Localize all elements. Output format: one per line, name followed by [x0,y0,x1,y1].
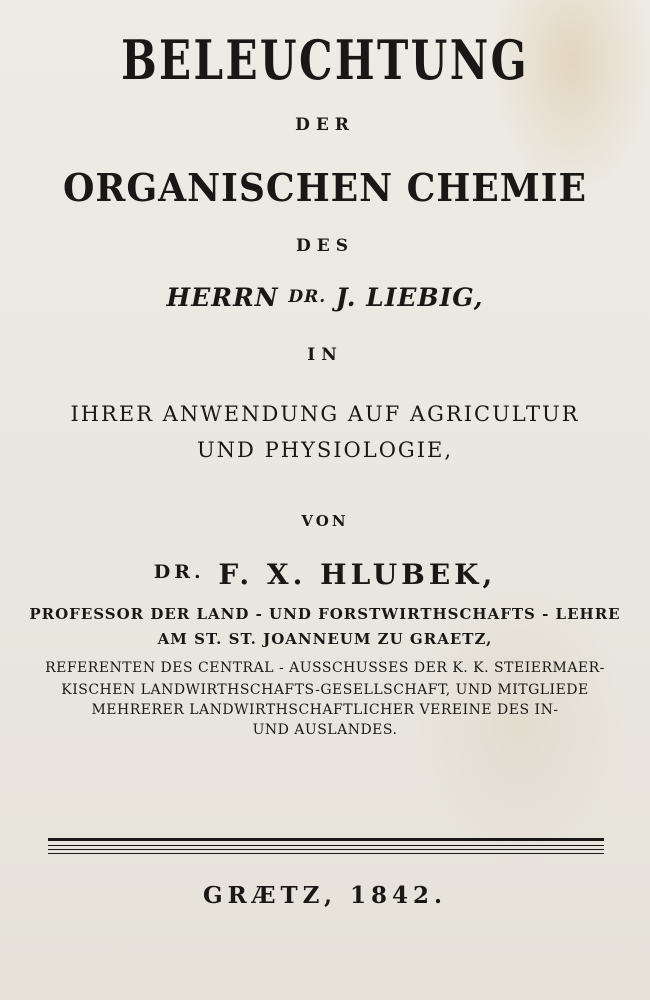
application-line-2: UND PHYSIOLOGIE, [196,438,454,462]
herrn-prefix: HERRN [166,283,289,312]
preposition-von: VON [301,512,349,530]
author-line [0,558,650,591]
author-dr-title: DR. [153,561,205,583]
herrn-dr-title: DR. [288,287,327,307]
author-referent-1: REFERENTEN DES CENTRAL - AUSSCHUSSES DER K. K. STEIERMAER- [45,660,605,676]
application-line-1: IHRER ANWENDUNG AUF AGRICULTUR [70,402,580,426]
article-des: DES [296,236,354,256]
subject-title: ORGANISCHEN CHEMIE [63,165,587,210]
author-referent-3: MEHRERER LANDWIRTHSCHAFTLICHER VEREINE DES IN- [91,702,559,718]
author-position-2: AM ST. ST. JOANNEUM ZU GRAETZ, [157,630,493,648]
divider-rule [48,849,604,850]
liebig-line [0,283,650,312]
book-title: BELEUCHTUNG [121,28,529,92]
divider-rule [48,838,604,841]
divider-rule [48,853,604,854]
author-referent-2: KISCHEN LANDWIRTHSCHAFTS-GESELLSCHAFT, UND MITGLIEDE [61,682,589,698]
author-position-1: PROFESSOR DER LAND - UND FORSTWIRTHSCHAFTS - LEHRE [29,605,621,623]
author-name: F. X. HLUBEK, [204,558,497,591]
imprint-place-year: GRÆTZ, 1842. [202,882,448,909]
preposition-in: IN [307,345,343,365]
author-referent-4: UND AUSLANDES. [252,722,398,738]
liebig-name: J. LIEBIG, [326,283,484,312]
article-der: DER [295,115,355,135]
divider-rule [48,845,604,846]
